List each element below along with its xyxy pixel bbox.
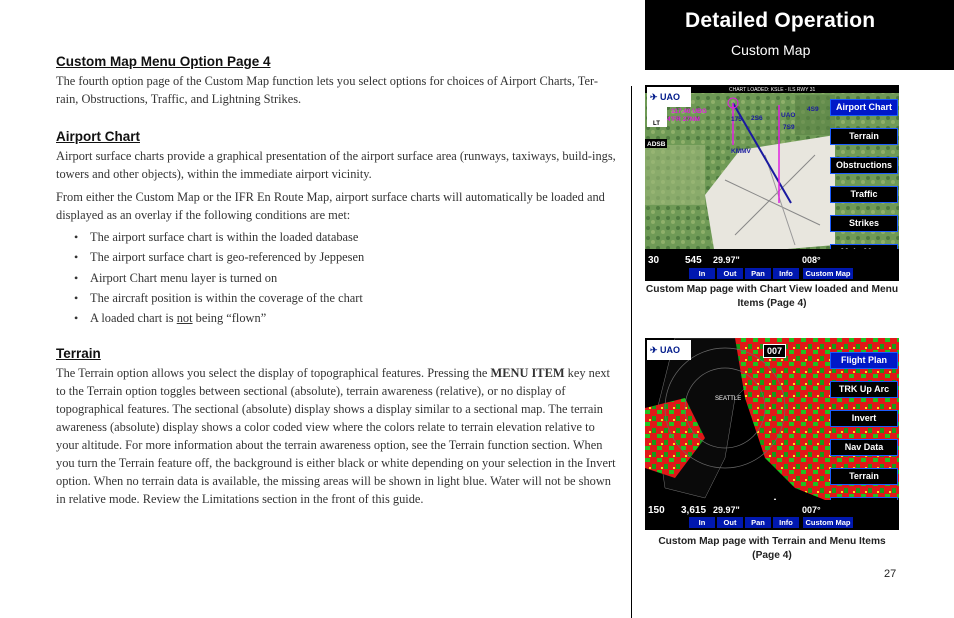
menu-airport-chart[interactable]: Airport Chart xyxy=(830,99,898,116)
map-label: 7S9 xyxy=(783,124,795,131)
menu-traffic[interactable]: Traffic xyxy=(830,186,898,203)
screenshot-chart-view xyxy=(645,85,899,281)
softkey-out[interactable]: Out xyxy=(717,268,743,279)
page-label: Custom Map xyxy=(803,517,853,528)
section-header xyxy=(645,0,954,70)
altitude-readout: 545 xyxy=(685,255,702,266)
softkey-in[interactable]: In xyxy=(689,517,715,528)
menu-strikes[interactable]: Strikes xyxy=(830,215,898,232)
softkey-pan[interactable]: Pan xyxy=(745,268,771,279)
baro-readout: 29.97" xyxy=(713,255,740,265)
map-label: 117.40 UBG xyxy=(671,108,707,115)
menu-trk-up-arc[interactable]: TRK Up Arc xyxy=(830,381,898,398)
figure-2-caption: Custom Map page with Terrain and Menu Items (Page 4) xyxy=(658,536,886,561)
list-item: • A loaded chart is not being “flown” xyxy=(74,308,364,328)
softkey-out[interactable]: Out xyxy=(717,517,743,528)
heading-box: 007 xyxy=(763,344,786,358)
softkey-pan[interactable]: Pan xyxy=(745,517,771,528)
softkey-info[interactable]: Info xyxy=(773,517,799,528)
page-number: 27 xyxy=(884,568,897,580)
map-label: 175 xyxy=(731,116,742,123)
menu-invert[interactable]: Invert xyxy=(830,410,898,427)
adsb-label: ADSB xyxy=(647,141,666,148)
screenshot-terrain-view xyxy=(645,338,899,530)
waypoint-box: ✈ UAO xyxy=(647,340,691,360)
section-subtitle: Custom Map xyxy=(731,42,811,58)
intro-paragraph: The fourth option page of the Custom Map function lets you select options for choices of Airport Charts, Ter-rain, Obstructions, Traffic, and Lightning Strikes. xyxy=(56,74,599,106)
list-item: • The aircraft position is within the coverage of the chart xyxy=(74,288,364,308)
list-item: • The airport surface chart is within the loaded database xyxy=(74,227,364,247)
heading-custom-map-menu-option-page-4: Custom Map Menu Option Page 4 xyxy=(56,54,271,69)
section-title: Detailed Operation xyxy=(685,9,876,32)
terrain-paragraph: The Terrain option allows you select the display of topographical features. Pressing the MENU ITEM key next to the Terrain option toggles between sectional (absolute), terrain awareness (relative), or no display of topographical features. The sectional (absolute) display shows a display similar to a sectional map. The terrain awareness (absolute) display shows a color coded view where the colors relate to terrain elevation relative to your altitude. For more information about the terrain awareness option, see the Terrain function section. When you turn the Terrain feature off, the background is either black or white depending on your selection in the Invert option. When no terrain data is available, the missing areas will be shown in light blue. Water will not be shown in relative mode. Review the Limitations section in the front of this guide. xyxy=(56,366,616,506)
track-readout: 007° xyxy=(802,505,821,515)
list-item: • The airport surface chart is geo-referenced by Jeppesen xyxy=(74,247,364,267)
softkey-in[interactable]: In xyxy=(689,268,715,279)
waypoint-box: ✈ UAO xyxy=(647,87,691,107)
page-label: Custom Map xyxy=(803,268,853,279)
menu-nav-data[interactable]: Nav Data xyxy=(830,439,898,456)
menu-terrain[interactable]: Terrain xyxy=(830,128,898,145)
list-item: • Airport Chart menu layer is turned on xyxy=(74,268,364,288)
column-divider xyxy=(631,86,632,618)
map-label: 4'FR 27NM xyxy=(667,116,700,123)
map-label: UAO xyxy=(781,112,796,119)
airport-chart-paragraph-1: Airport surface charts provide a graphical presentation of the airport surface area (runways, taxiways, build-ings, towers and other objects), within the immediate airport vicinity. xyxy=(56,149,616,181)
softkey-info[interactable]: Info xyxy=(773,268,799,279)
map-label: 4S9 xyxy=(807,106,819,113)
status-bar xyxy=(645,249,899,281)
lightning-label: LT xyxy=(653,121,660,127)
zoom-readout: 30 xyxy=(648,255,660,266)
baro-readout: 29.97" xyxy=(713,505,740,515)
menu-terrain[interactable]: Terrain xyxy=(830,468,898,485)
zoom-readout: 150 xyxy=(648,505,665,516)
altitude-readout: 3,615 xyxy=(681,505,707,516)
heading-airport-chart: Airport Chart xyxy=(56,129,140,144)
conditions-list xyxy=(74,227,364,328)
heading-terrain: Terrain xyxy=(56,346,101,361)
map-label: SEATTLE xyxy=(715,396,742,402)
track-readout: 008° xyxy=(802,255,821,265)
figure-1-caption: Custom Map page with Chart View loaded and Menu Items (Page 4) xyxy=(645,284,899,309)
map-label: 2S6 xyxy=(751,115,763,122)
map-label: KMMV xyxy=(731,148,751,155)
menu-flight-plan[interactable]: Flight Plan xyxy=(830,352,898,369)
airport-chart-paragraph-2: From either the Custom Map or the IFR En Route Map, airport surface charts will automatically be loaded and displayed as an overlay if the following conditions are met: xyxy=(56,190,605,222)
menu-obstructions[interactable]: Obstructions xyxy=(830,157,898,174)
chart-banner: CHART LOADED: KSLE - ILS RWY 31 xyxy=(729,87,816,93)
